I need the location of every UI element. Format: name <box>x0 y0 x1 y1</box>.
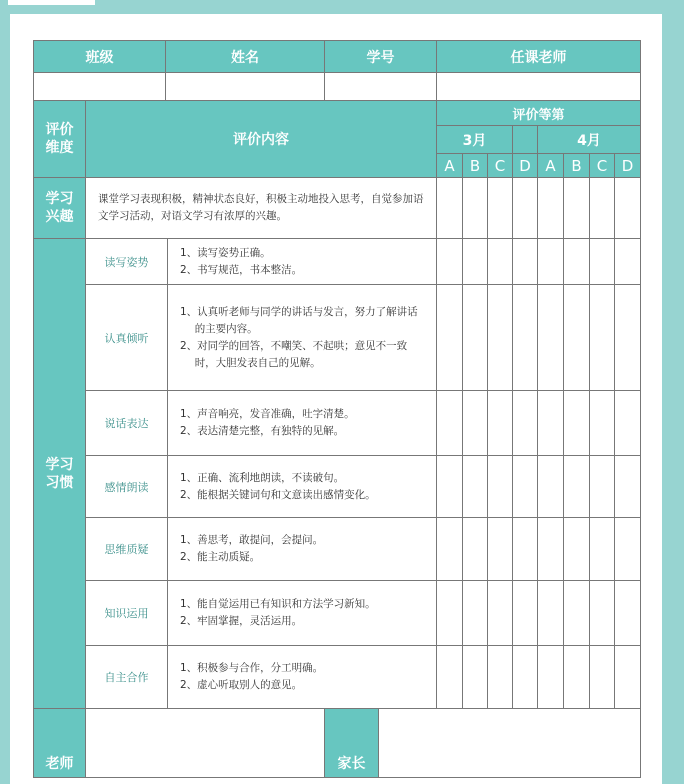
dimension-habits-label: 学习习惯 <box>45 456 74 491</box>
habit-points <box>167 455 437 518</box>
grade-cell[interactable] <box>462 177 488 239</box>
content-header: 评价内容 <box>85 100 437 178</box>
grade-cell[interactable] <box>436 284 463 391</box>
habit-points <box>167 517 437 581</box>
grade-cell[interactable] <box>614 455 641 518</box>
grade-cell[interactable] <box>462 238 488 285</box>
habit-points <box>167 238 437 285</box>
grade-cell[interactable] <box>537 455 564 518</box>
habit-points <box>167 284 437 391</box>
habit-point: 1、积极参与合作，分工明确。 <box>180 662 324 674</box>
rating-header: 评价等第 <box>436 100 641 126</box>
grade-header-c: C <box>589 153 615 178</box>
teacher-comment-label-text: 老师 <box>45 756 74 772</box>
grade-cell[interactable] <box>537 390 564 456</box>
habit-point: 2、表达清楚完整，有独特的见解。 <box>180 425 345 437</box>
grade-cell[interactable] <box>512 517 538 581</box>
grade-cell[interactable] <box>436 177 463 239</box>
grade-cell[interactable] <box>462 580 488 646</box>
grade-cell[interactable] <box>563 455 590 518</box>
grade-cell[interactable] <box>614 580 641 646</box>
grade-cell[interactable] <box>563 284 590 391</box>
grade-header-b: B <box>563 153 590 178</box>
grade-cell[interactable] <box>589 284 615 391</box>
class-field[interactable] <box>33 72 166 101</box>
interest-content <box>85 177 437 239</box>
grade-cell[interactable] <box>563 238 590 285</box>
grade-cell[interactable] <box>589 177 615 239</box>
teacher-comment-label <box>33 708 86 778</box>
grade-cell[interactable] <box>487 580 513 646</box>
grade-cell[interactable] <box>512 238 538 285</box>
parent-comment-field[interactable] <box>378 708 641 778</box>
month-4-header: 4月 <box>537 125 641 154</box>
grade-cell[interactable] <box>512 645 538 709</box>
grade-cell[interactable] <box>614 517 641 581</box>
grade-cell[interactable] <box>487 238 513 285</box>
habit-point: 1、善思考，敢提问，会提问。 <box>180 534 324 546</box>
habit-point: 2、对同学的回答，不嘲笑、不起哄；意见不一致时，大胆发表自己的见解。 <box>180 339 408 369</box>
grade-cell[interactable] <box>589 580 615 646</box>
grade-cell[interactable] <box>589 390 615 456</box>
habit-point: 2、能根据关键词句和文意读出感情变化。 <box>180 488 376 501</box>
grade-cell[interactable] <box>614 238 641 285</box>
habit-point: 2、能主动质疑。 <box>180 551 261 563</box>
teacher-header: 任课老师 <box>436 40 641 73</box>
grade-cell[interactable] <box>436 455 463 518</box>
parent-comment-label-text: 家长 <box>337 756 366 772</box>
month-3-header: 3月 <box>436 125 513 154</box>
dimension-header <box>33 100 86 178</box>
grade-cell[interactable] <box>487 177 513 239</box>
grade-cell[interactable] <box>614 284 641 391</box>
grade-cell[interactable] <box>537 517 564 581</box>
habit-name: 感情朗读 <box>85 455 168 518</box>
grade-cell[interactable] <box>614 645 641 709</box>
grade-cell[interactable] <box>537 645 564 709</box>
habit-point: 2、牢固掌握，灵活运用。 <box>180 615 303 627</box>
habit-points <box>167 645 437 709</box>
grade-cell[interactable] <box>436 517 463 581</box>
grade-cell[interactable] <box>436 390 463 456</box>
grade-cell[interactable] <box>487 645 513 709</box>
grade-cell[interactable] <box>462 455 488 518</box>
grade-cell[interactable] <box>563 517 590 581</box>
habit-name: 自主合作 <box>85 645 168 709</box>
grade-cell[interactable] <box>537 238 564 285</box>
class-header: 班级 <box>33 40 166 73</box>
habit-points <box>167 390 437 456</box>
grade-cell[interactable] <box>512 177 538 239</box>
interest-content-text: 课堂学习表现积极，精神状态良好，积极主动地投入思考，自觉参加语文学习活动，对语文学习有浓厚的兴趣。 <box>98 193 424 222</box>
grade-cell[interactable] <box>487 517 513 581</box>
grade-header-b: B <box>462 153 488 178</box>
habit-name: 知识运用 <box>85 580 168 646</box>
month-gap-header <box>512 125 538 154</box>
grade-cell[interactable] <box>462 517 488 581</box>
name-header: 姓名 <box>165 40 325 73</box>
grade-cell[interactable] <box>487 390 513 456</box>
grade-cell[interactable] <box>436 645 463 709</box>
top-tab <box>8 0 95 5</box>
grade-header-c: C <box>487 153 513 178</box>
grade-cell[interactable] <box>614 390 641 456</box>
grade-cell[interactable] <box>563 645 590 709</box>
habit-name: 说话表达 <box>85 390 168 456</box>
grade-header-d: D <box>614 153 641 178</box>
teacher-comment-field[interactable] <box>85 708 325 778</box>
grade-cell[interactable] <box>512 580 538 646</box>
grade-cell[interactable] <box>487 284 513 391</box>
grade-cell[interactable] <box>589 645 615 709</box>
grade-cell[interactable] <box>614 177 641 239</box>
grade-cell[interactable] <box>589 455 615 518</box>
grade-cell[interactable] <box>462 390 488 456</box>
grade-cell[interactable] <box>436 238 463 285</box>
grade-cell[interactable] <box>537 580 564 646</box>
habit-name: 读写姿势 <box>85 238 168 285</box>
grade-cell[interactable] <box>563 580 590 646</box>
teacher-field[interactable] <box>436 72 641 101</box>
name-field[interactable] <box>165 72 325 101</box>
grade-header-a: A <box>537 153 564 178</box>
grade-cell[interactable] <box>537 177 564 239</box>
grade-cell[interactable] <box>462 284 488 391</box>
dimension-habits <box>33 238 86 709</box>
grade-header-a: A <box>436 153 463 178</box>
habit-points <box>167 580 437 646</box>
habit-point: 1、能自觉运用已有知识和方法学习新知。 <box>180 598 376 610</box>
habit-point: 1、读写姿势正确。 <box>180 246 271 259</box>
grade-cell[interactable] <box>589 238 615 285</box>
habit-name: 认真倾听 <box>85 284 168 391</box>
dimension-interest-label: 学习兴趣 <box>45 191 74 225</box>
grade-cell[interactable] <box>487 455 513 518</box>
grade-cell[interactable] <box>537 284 564 391</box>
grade-cell[interactable] <box>436 580 463 646</box>
student-no-field[interactable] <box>324 72 437 101</box>
grade-cell[interactable] <box>512 390 538 456</box>
habit-point: 1、认真听老师与同学的讲话与发言，努力了解讲话的主要内容。 <box>180 305 418 335</box>
grade-header-d: D <box>512 153 538 178</box>
habit-point: 1、声音响亮，发音准确，吐字清楚。 <box>180 408 355 420</box>
grade-cell[interactable] <box>512 455 538 518</box>
parent-comment-label <box>324 708 379 778</box>
habit-name: 思维质疑 <box>85 517 168 581</box>
dimension-header-label: 评价维度 <box>45 122 74 156</box>
grade-cell[interactable] <box>462 645 488 709</box>
habit-point: 1、正确、流利地朗读，不读破句。 <box>180 471 345 484</box>
student-no-header: 学号 <box>324 40 437 73</box>
grade-cell[interactable] <box>563 390 590 456</box>
grade-cell[interactable] <box>563 177 590 239</box>
grade-cell[interactable] <box>512 284 538 391</box>
habit-point: 2、书写规范，书本整洁。 <box>180 263 303 276</box>
grade-cell[interactable] <box>589 517 615 581</box>
habit-point: 2、虚心听取别人的意见。 <box>180 679 303 691</box>
dimension-interest <box>33 177 86 239</box>
